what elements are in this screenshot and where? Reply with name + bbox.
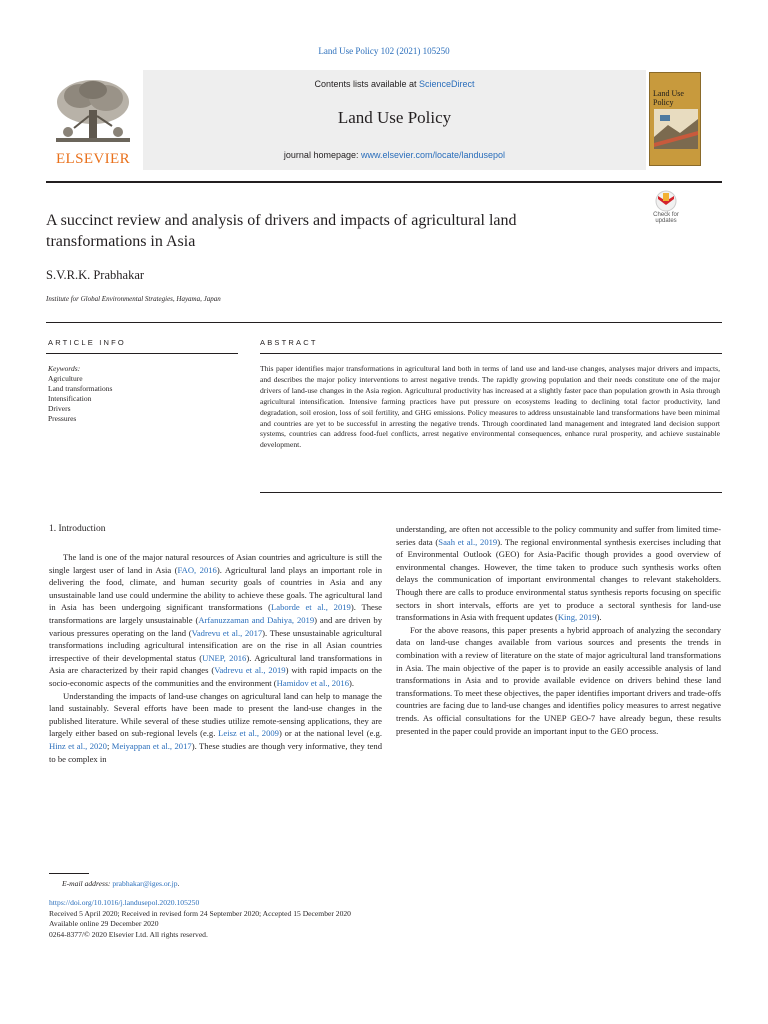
- body-text: For the above reasons, this paper presents a hybrid approach of analyzing the secondary data on land-use changes available from various sources and presents the trends in combination with a review of literature on the state of major agricultural land transformations in Asia. The main objective of the paper is to provide an easily accessible analysis of land transformations in Asia and to provide available evidence on drivers behind these land transformations. To meet these objectives, the paper identifies important drivers and trade-offs countries are facing due to land-use changes and identifies policy measures to arrest negative trends. As official consultations for the UNEP GEO-7 have already begun, these results presented in the paper could provide an important input to the GEO process.: [396, 624, 721, 736]
- elsevier-logo[interactable]: [46, 70, 140, 170]
- author-affiliation: Institute for Global Environmental Strategies, Hayama, Japan: [46, 295, 221, 303]
- body-text: ).: [596, 612, 602, 623]
- abstract-rule: [260, 353, 722, 354]
- crossmark-icon: [648, 190, 684, 212]
- journal-cover[interactable]: [649, 72, 701, 166]
- online-date: Available online 29 December 2020: [49, 919, 159, 929]
- citation-link[interactable]: Hinz et al., 2020: [49, 740, 107, 751]
- body-paragraph: [396, 523, 721, 624]
- citation-link[interactable]: UNEP, 2016: [202, 652, 247, 663]
- cover-title: Land Use Policy: [653, 89, 684, 107]
- citation-link[interactable]: Meiyappan et al., 2017: [111, 740, 192, 751]
- article-footer: [49, 898, 351, 940]
- keyword-item: Drivers: [48, 404, 71, 413]
- body-paragraph: [49, 551, 382, 690]
- email-link[interactable]: prabhakar@iges.or.jp: [112, 879, 178, 888]
- citation-link[interactable]: Laborde et al., 2019: [271, 602, 351, 613]
- citation-link[interactable]: King, 2019: [557, 612, 597, 623]
- article-info-rule: [46, 353, 238, 354]
- homepage-prefix: journal homepage:: [283, 150, 361, 160]
- body-text: ;: [106, 740, 112, 751]
- abstract-bottom-rule: [260, 492, 722, 493]
- body-column-right: [396, 523, 721, 737]
- body-text: ). The regional environmental synthesis exercises including that of Environmental Outlook (GEO) for Asia-Pacific though provides a good overview of environmental changes. However, the time taken to produce such synthesis works often delays the communication of important environmental changes to relevant stakeholders. Though there are calls to produce environmental status synthesis reports focusing on specific sectors in short intervals, efforts are yet to produce a sectoral synthesis for land-use transformations in Asia with frequent updates (: [396, 536, 721, 623]
- citation-link[interactable]: Vadrevu et al., 2017: [191, 627, 263, 638]
- keyword-item: Pressures: [48, 414, 77, 423]
- body-text: understanding, are often not accessible to the policy community and suffer from limited time-series data (: [396, 524, 721, 547]
- keyword-item: Intensification: [48, 394, 92, 403]
- sciencedirect-link[interactable]: ScienceDirect: [419, 79, 475, 89]
- body-paragraph: [49, 690, 382, 766]
- citation-link[interactable]: Vadrevu et al., 2019: [214, 665, 286, 676]
- body-text: ). These unsustainable agricultural transformations including agricultural intensification are on the rise in all Asian countries irrespective of their developmental status (: [49, 627, 382, 663]
- body-paragraph: [396, 624, 721, 737]
- publisher-wordmark: ELSEVIER: [55, 151, 131, 167]
- info-top-rule: [46, 322, 722, 323]
- citation-link[interactable]: Arfanuzzaman and Dahiya, 2019: [198, 614, 315, 625]
- elsevier-tree-icon: [50, 76, 136, 146]
- body-text: The land is one of the major natural resources of Asian countries and agriculture is still the single largest user of land in Asia (: [49, 552, 382, 575]
- body-column-left: [49, 551, 382, 765]
- journal-reference[interactable]: Land Use Policy 102 (2021) 105250: [318, 46, 450, 56]
- check-for-updates-badge[interactable]: [648, 190, 684, 236]
- body-text: Understanding the impacts of land-use changes on agricultural land can help to manage the land sustainably. Several efforts have been made to present the land-use changes in the published literature. While several of these studies utilize remote-sensing applications, they are largely either based on sub-regional levels (e.g.: [49, 690, 382, 739]
- header-rule: [46, 181, 722, 183]
- citation-link[interactable]: Saah et al., 2019: [438, 536, 498, 547]
- body-text: ) and are driven by various pressures operating on the land (: [49, 614, 382, 638]
- copyright-notice: 0264-8377/© 2020 Elsevier Ltd. All rights reserved.: [49, 929, 208, 939]
- contents-line: [143, 79, 646, 89]
- doi-link[interactable]: https://doi.org/10.1016/j.landusepol.2020.105250: [49, 898, 200, 907]
- journal-banner: [46, 70, 684, 170]
- body-text: ) or at the national level (e.g.: [278, 728, 382, 739]
- homepage-line: [143, 150, 646, 160]
- body-text: ). These studies are though very informative, they tend to be complex in: [49, 740, 382, 764]
- cover-image-icon: [654, 109, 698, 149]
- banner-center-panel: [143, 70, 646, 170]
- email-label: E-mail address:: [62, 879, 111, 888]
- keywords-label: Keywords:: [48, 364, 81, 373]
- citation-link[interactable]: FAO, 2016: [177, 564, 217, 575]
- received-dates: Received 5 April 2020; Received in revised form 24 September 2020; Accepted 15 December 2020: [49, 908, 351, 918]
- email-footnote: [62, 879, 179, 888]
- citation-link[interactable]: Leisz et al., 2009: [218, 728, 279, 739]
- body-text: ) with rapid impacts on the socio-economic aspects of the communities and the environment (: [49, 665, 382, 688]
- crossmark-label: [648, 212, 684, 224]
- body-text: ).: [349, 677, 355, 688]
- keyword-item: Agriculture: [48, 374, 83, 383]
- email-suffix: .: [177, 879, 180, 888]
- homepage-link[interactable]: www.elsevier.com/locate/landusepol: [360, 150, 506, 160]
- keywords-block: [48, 364, 228, 424]
- body-text: ). Agricultural land plays an important role in delivering the food, climate, and human security goals of countries in Asia and any unsustainable land use could undermine the ability to achieve these goals. The agricultural land in Asia has been undergoing significant transformations (: [49, 564, 382, 613]
- journal-name: Land Use Policy: [337, 108, 452, 127]
- citation-link[interactable]: Hamidov et al., 2016: [276, 677, 349, 688]
- crossmark-label-line2: updates: [655, 218, 677, 224]
- footnote-rule: [49, 873, 89, 874]
- article-title: A succinct review and analysis of drivers and impacts of agricultural land transformations in Asia: [46, 212, 517, 250]
- author-name: S.V.R.K. Prabhakar: [46, 268, 145, 282]
- abstract-heading: ABSTRACT: [260, 338, 318, 347]
- article-info-heading: ARTICLE INFO: [48, 338, 126, 347]
- body-text: ). Agricultural land transformations in Asia are characterized by their rapid changes (: [49, 652, 382, 676]
- keyword-item: Land transformations: [48, 384, 113, 393]
- abstract-text: This paper identifies major transformations in agricultural land both in terms of land use and land-use changes, analyses major drivers and impacts, and describes the major policy interventions to arrest negative trends. The rapidly growing population and their needs constitute one of the major drivers of land-use changes in the Asia region. Agricultural productivity has increased at a slightly faster pace than population growth in Asia through agricultural intensification. Intensive farming practices have put pressure on ecosystems leading to declining total factor productivity, land degradation, soil erosion, loss of soil fertility, and GHG emissions. Policy measures to address unsustainable land transformations have been minimal and countries are yet to be successful in arresting the negative trends. Through coordinated land management and integrated land decision support systems, countries can address food-fuel conflicts, arrest negative environmental consequences, enhance rural prosperity, and achieve sustainable development.: [260, 364, 720, 450]
- crossmark-label-line1: Check for: [653, 212, 679, 218]
- contents-prefix: Contents lists available at: [314, 79, 420, 89]
- introduction-heading: 1. Introduction: [49, 524, 106, 534]
- body-text: ). These transformations are largely unsustainable (: [49, 602, 382, 625]
